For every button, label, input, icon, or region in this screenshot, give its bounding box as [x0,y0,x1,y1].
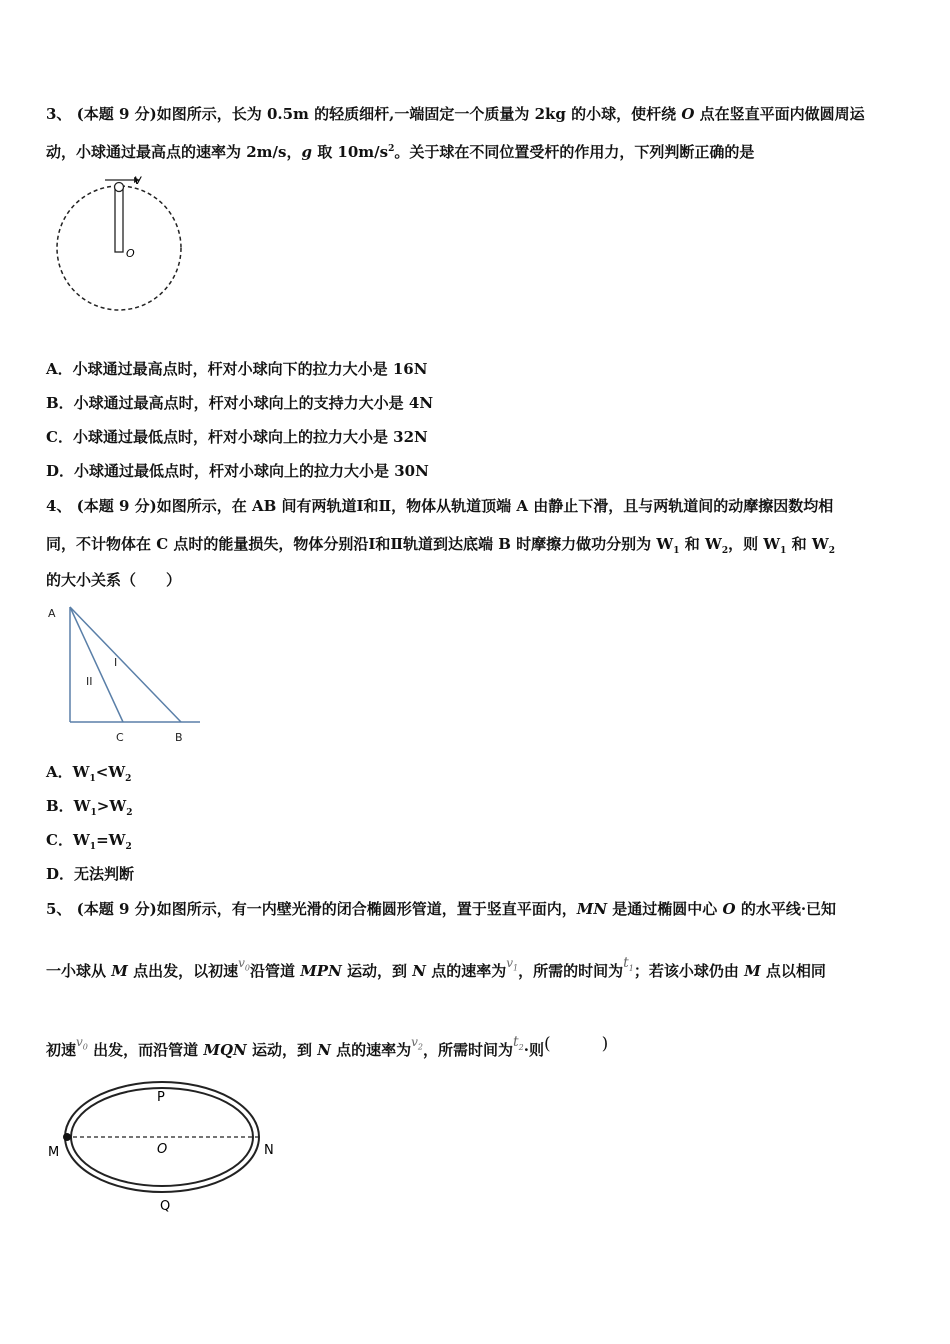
q5-var-n: N [412,962,426,980]
q3-rod [115,188,123,252]
q5-var-m: M [744,962,761,980]
q5-stem-line1 [46,898,836,919]
q5-text: 的水平线·已知 [735,900,837,918]
q4-subscript: 2 [828,546,835,556]
q3-ball [115,183,124,192]
q5-ball [63,1133,71,1141]
q5-symbol-v0-repeat [76,1035,88,1052]
q5-text: 5、 (本题 9 分)如图所示，有一内壁光滑的闭合椭圆形管道，置于竖直平面内， [46,900,577,918]
q4-subscript: 2 [126,808,133,818]
q5-text: 点以相同 [760,962,826,980]
q5-text: ·则 [523,1041,544,1059]
q3-option-d[interactable]: D．小球通过最低点时，杆对小球向上的拉力大小是 30N [46,462,429,480]
q4-subscript: 1 [89,774,96,784]
q4-incline-figure [44,600,209,750]
q4-stem-line2 [46,533,835,556]
q4-text: 同，不计物体在 C 点时的能量损失，物体分别沿Ⅰ和Ⅱ轨道到达底端 B 时摩擦力做功分别为 W [46,535,674,553]
q5-text: 沿管道 [249,962,301,980]
q5-label-p: P [157,1090,165,1105]
q5-var-mn: MN [576,900,608,918]
q5-label-n: N [264,1143,274,1158]
q4-subscript: 2 [125,842,132,852]
q5-text: 点的速率为 [330,1041,412,1059]
q5-text: 点的速率为 [425,962,507,980]
q5-var-m: M [111,962,128,980]
q5-subscript: 1 [512,963,519,973]
q4-option-text: B．W [46,797,91,815]
q3-superscript: 2 [388,144,395,154]
q3-stem-line2 [46,141,754,162]
q5-symbol: v [76,1035,83,1049]
q4-subscript: 1 [780,546,787,556]
q4-option-a[interactable] [46,761,131,784]
q5-text: 运动，到 [341,962,413,980]
q4-option-c[interactable] [46,829,132,852]
q3-text: 取 10m/s [311,143,389,161]
q4-subscript: 1 [89,842,97,852]
q4-option-d[interactable]: D．无法判断 [46,865,135,883]
q5-symbol: v [411,1035,418,1049]
q5-label-m: M [48,1145,60,1160]
q3-option-a[interactable]: A．小球通过最高点时，杆对小球向下的拉力大小是 16N [46,360,428,378]
q5-subscript: 2 [518,1042,524,1052]
q5-var-mpn: MPN [300,962,342,980]
q4-option-text: =W [96,831,126,849]
q5-symbol-v1 [506,956,519,973]
q5-symbol-t2 [513,1034,524,1050]
q4-option-text: C．W [46,831,90,849]
q5-text: 点出发，以初速 [127,962,239,980]
q3-label-v: v [134,173,142,188]
q4-subscript: 1 [673,546,680,556]
q5-var-n: N [317,1041,331,1059]
q3-option-c[interactable]: C．小球通过最低点时，杆对小球向上的拉力大小是 32N [46,428,428,446]
q4-option-text: >W [96,797,127,815]
q3-var-g: g [301,143,312,161]
q5-stem-line3 [46,1035,608,1061]
q5-text: 是通过椭圆中心 [607,900,723,918]
q3-text: 动，小球通过最高点的速率为 2m/s， [46,143,302,161]
q5-symbol-v2 [411,1035,424,1052]
q3-text: 。关于球在不同位置受杆的作用力，下列判断正确的是 [394,143,755,161]
q4-option-text: <W [95,763,126,781]
q5-subscript: 0 [244,963,250,973]
q5-text: ，所需时间为 [423,1041,514,1059]
q4-subscript: 2 [721,546,729,556]
q3-var-o: O [681,105,695,123]
q4-option-b[interactable] [46,795,132,818]
q4-label-a: A [48,607,56,620]
q5-ellipse-figure [40,1078,290,1218]
q5-var-o: O [722,900,736,918]
q3-option-b[interactable]: B．小球通过最高点时，杆对小球向上的支持力大小是 4N [46,394,434,412]
q5-stem-line2 [46,955,826,982]
q5-text: 运动，到 [246,1041,318,1059]
q4-option-text: A．W [46,763,90,781]
q4-label-c: C [116,731,124,744]
q5-text: 出发，而沿管道 [87,1041,204,1059]
q5-text: 初速 [46,1041,77,1059]
q5-symbol: v [238,956,245,970]
q5-text: ；若该小球仍由 [633,962,745,980]
q5-symbol: v [506,956,513,970]
q4-text: 和 W [786,535,829,553]
q5-text: 一小球从 [46,962,112,980]
q5-symbol-v0 [238,956,250,973]
q4-stem-line1: 4、 (本题 9 分)如图所示，在 AB 间有两轨道Ⅰ和Ⅱ，物体从轨道顶端 A 由静止下滑，且与两轨道间的动摩擦因数均相 [46,497,834,515]
q5-symbol: t [513,1034,519,1050]
q5-symbol: t [623,955,629,971]
q5-label-o: O [157,1142,168,1157]
q4-stem-line3: 的大小关系（ ） [46,571,182,589]
q5-subscript: 1 [628,963,634,973]
q3-text: 3、 (本题 9 分)如图所示，长为 0.5m 的轻质细杆,一端固定一个质量为 2kg 的小球，使杆绕 [46,105,682,123]
q3-circle-figure [50,170,190,320]
q3-label-o: O [126,247,135,260]
q5-label-q: Q [160,1199,171,1214]
q5-var-mqn: MQN [203,1041,247,1059]
q5-subscript: 0 [82,1042,88,1052]
q3-text: 点在竖直平面内做圆周运 [694,105,865,123]
q4-text: ，则 W [728,535,781,553]
q5-text: ，所需的时间为 [518,962,624,980]
q4-subscript: 2 [125,774,132,784]
q4-label-b: B [175,731,183,744]
q4-subscript: 1 [90,808,97,818]
q4-label-track-2: II [86,675,93,688]
q4-text: 和 W [679,535,722,553]
q5-answer-paren: ( ) [544,1034,609,1054]
q5-subscript: 2 [417,1042,424,1052]
q4-label-track-1: I [114,656,118,669]
q4-track-1 [70,607,181,722]
q3-stem-line1 [46,103,865,124]
q5-symbol-t1 [623,955,634,971]
